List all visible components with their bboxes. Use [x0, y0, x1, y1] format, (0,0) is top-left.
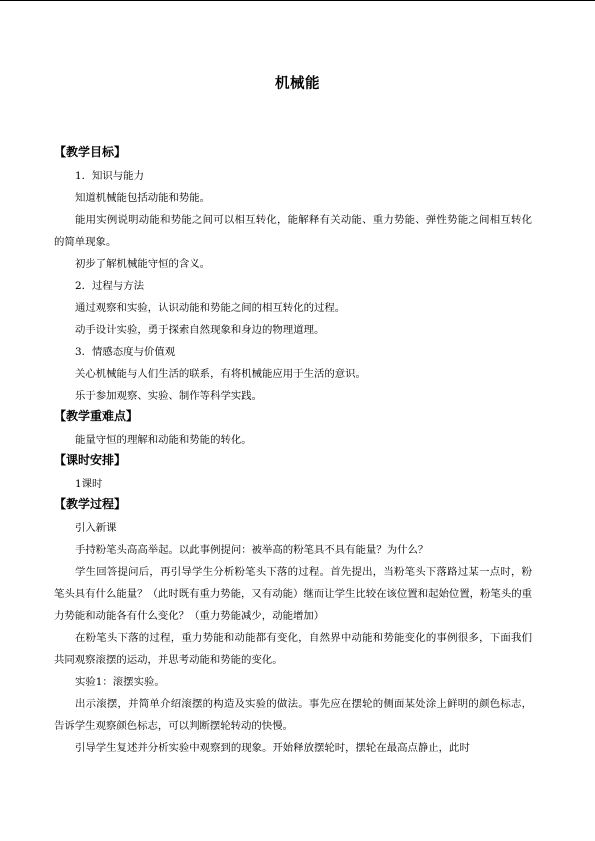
paragraph: 在粉笔头下落的过程，重力势能和动能都有变化，自然界中动能和势能变化的事例很多，下面我们共同观察滚摆的运动，并思考动能和势能的变化。 — [54, 632, 532, 666]
section-key-difficulties — [54, 407, 532, 451]
paragraph: 能用实例说明动能和势能之间可以相互转化，能解释有关动能、重力势能、弹性势能之间相互转化的简单现象。 — [54, 214, 532, 248]
paragraph: 实验1：滚摆实验。 — [75, 676, 165, 688]
document-title: 机械能 — [275, 76, 320, 92]
paragraph: 关心机械能与人们生活的联系，有将机械能应用于生活的意识。 — [75, 368, 366, 380]
paragraph: 手持粉笔头高高举起。以此事例提问：被举高的粉笔具不具有能量？为什么？ — [75, 544, 429, 556]
section-teaching-objectives — [54, 143, 532, 407]
top-border-line — [0, 0, 595, 1]
paragraph: 动手设计实验，勇于探索自然现象和身边的物理道理。 — [75, 324, 325, 336]
paragraph: 通过观察和实验，认识动能和势能之间的相互转化的过程。 — [75, 302, 346, 314]
paragraph: 乐于参加观察、实验、制作等科学实践。 — [75, 390, 263, 402]
section-heading: 【课时安排】 — [54, 453, 127, 467]
section-heading: 【教学重难点】 — [54, 409, 139, 423]
section-heading: 【教学目标】 — [54, 145, 127, 159]
paragraph: 学生回答提问后，再引导学生分析粉笔头下落的过程。首先提出，当粉笔头下落路过某一点时，粉笔头具有什么能量？（此时既有重力势能，又有动能）继而让学生比较在该位置和起始位置，粉笔头的重力势能和动能各有什么变化？（重力势能减少，动能增加） — [54, 566, 532, 622]
paragraph: 出示滚摆，并简单介绍滚摆的构造及实验的做法。事先应在摆轮的侧面某处涂上鲜明的颜色标志，告诉学生观察颜色标志，可以判断摆轮转动的快慢。 — [54, 698, 532, 732]
paragraph: 知道机械能包括动能和势能。 — [75, 192, 211, 204]
paragraph: 3．情感态度与价值观 — [75, 346, 176, 358]
paragraph: 2．过程与方法 — [75, 280, 144, 292]
paragraph: 引导学生复述并分析实验中观察到的现象。开始释放摆轮时，摆轮在最高点静止，此时 — [75, 742, 470, 754]
paragraph: 能量守恒的理解和动能和势能的转化。 — [75, 434, 252, 446]
section-teaching-process — [54, 495, 532, 759]
paragraph: 1课时 — [75, 478, 103, 490]
document-body — [54, 143, 532, 759]
section-class-schedule — [54, 451, 532, 495]
section-heading: 【教学过程】 — [54, 497, 127, 511]
paragraph: 初步了解机械能守恒的含义。 — [75, 258, 211, 270]
paragraph: 1．知识与能力 — [75, 170, 144, 182]
paragraph: 引入新课 — [75, 522, 117, 534]
